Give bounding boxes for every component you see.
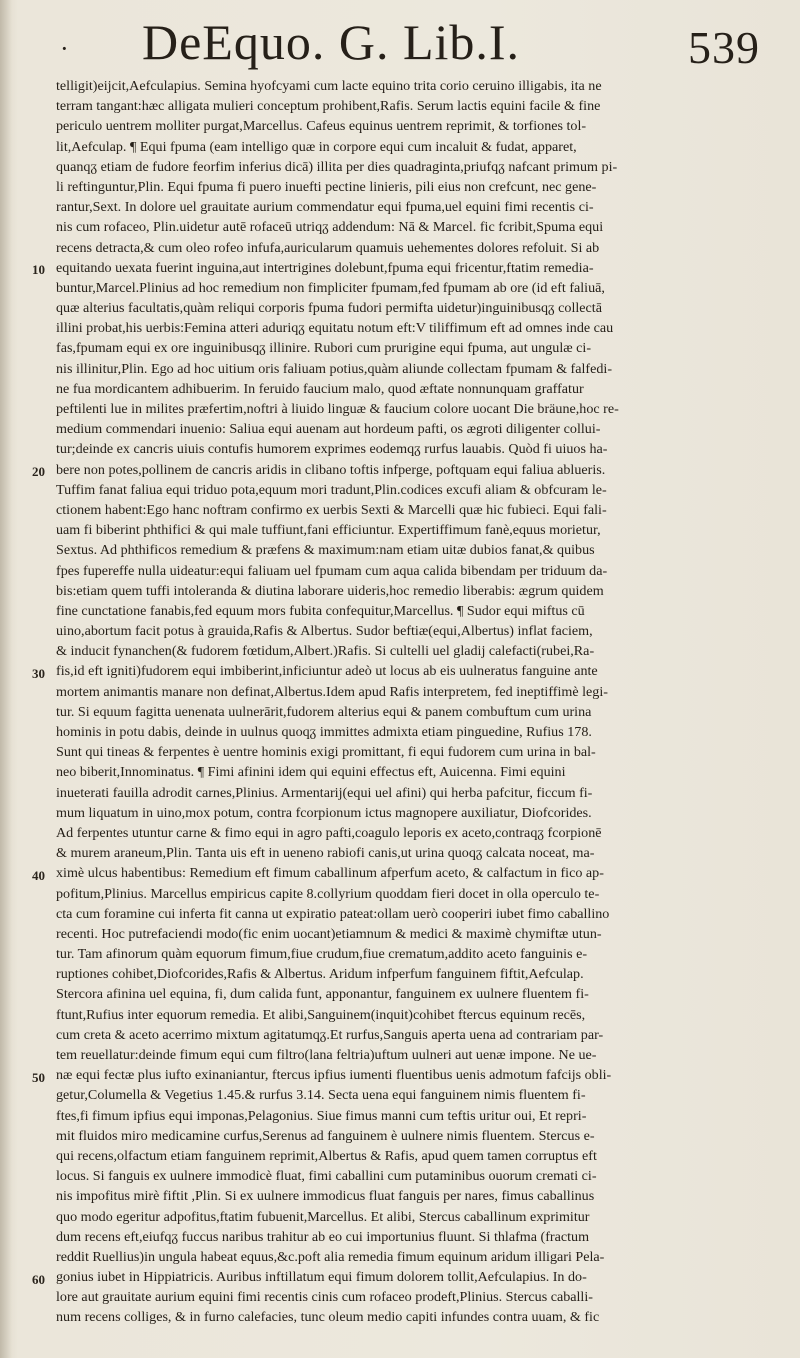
text-line: nis illinitur,Plin. Ego ad hoc uitium oris faliuam potius,quàm aliunde collectam fpumam & falfedi- — [56, 360, 613, 377]
text-line: neo biberit,Innominatus. ¶ Fimi afinini idem qui equini effectus eft, Auicenna. Fimi equini — [56, 764, 566, 781]
text-line: gonius iubet in Hippiatricis. Auribus inftillatum equi fimum dolorem tollit,Aefculapius. In do- — [56, 1269, 587, 1286]
text-line: locus. Si fanguis ex uulnere immodicè fluat, fimi caballini cum putaminibus ouorum cremati ci- — [56, 1168, 597, 1185]
text-line: næ equi fectæ plus iufto exinaniantur, ftercus ipfius iumenti fluentibus uenis admotum fafcijs obli- — [56, 1067, 612, 1084]
text-line: buntur,Marcel.Plinius ad hoc remedium non fimpliciter fpumam,fed fpumam ab ore (id eft faliuā, — [56, 279, 605, 296]
text-line: ctionem habent:Ego hanc noftram confirmo ex uerbis Sexti & Marcelli quæ hic fubieci. Equi fali- — [56, 501, 607, 518]
text-line: ftunt,Rufius inter equorum remedia. Et alibi,Sanguinem(inquit)cohibet ftercus equinum recēs, — [56, 1006, 586, 1023]
text-line: & murem araneum,Plin. Tanta uis eft in ueneno rabiofi canis,ut urina quoqᵹ calcata noceat, ma- — [56, 845, 595, 862]
text-line: dum recens eft,eiufqᵹ fuccus naribus trahitur ab eo cui importunius fluunt. Si thlafma (fractum — [56, 1228, 590, 1245]
text-line: equitando uexata fuerint inguina,aut intertrigines dolebunt,fpuma equi fricentur,ftatim remedia- — [56, 259, 594, 276]
line-number: 30 — [32, 665, 45, 681]
text-line: ftes,fi fimum ipfius equi imponas,Pelagonius. Siue fimus manni cum teftis uritur oui, Et repri- — [56, 1107, 587, 1124]
text-line: bis:etiam quem tuffi intoleranda & diutina laborare uideris,hoc remedio liberabis: ægrum quidem — [56, 582, 604, 599]
line-number: 50 — [32, 1069, 45, 1085]
text-line: nis impofitus mirè fiftit ,Plin. Si ex uulnere immodicus fluat fanguis per nares, fimus caballinus — [56, 1188, 595, 1205]
text-line: medium commendari inuenio: Saliua equi auenam aut hordeum pafti, os ægroti diligenter collui- — [56, 421, 601, 438]
text-line: rantur,Sext. In dolore uel grauitate aurium commendatur equi fpuma,uel equini fimi recentis ci- — [56, 199, 594, 216]
running-head: DeEquo. G. Lib.I. — [142, 14, 521, 70]
text-line: lore aut grauitate aurium equini fimi recentis cinis cum rofaceo prodeft,Plinius. Stercus caballi- — [56, 1289, 593, 1306]
text-line: mum liquatum in uino,mox potum, contra fcorpionum ictus magnopere auxiliatur, Diofcorides. — [56, 804, 592, 821]
text-line: terram tangant:hæc alligata mulieri conceptum prohibent,Rafis. Serum lactis equini facile & fine — [56, 98, 601, 115]
text-line: peftilenti lue in milites præfertim,noftri à liuido linguæ & faucium colore uocant Die bräune,hoc re- — [56, 401, 619, 417]
text-line: mortem animantis manare non definat,Albertus.Idem apud Rafis interpretem, fed ineptiffimè legi- — [56, 683, 608, 700]
text-line: mit fluidos miro medicamine curfus,Serenus ad fanguinem è uulnere nimis fluentem. Stercus e- — [56, 1127, 595, 1144]
text-line: ne fua mordicantem adhibuerim. In feruido faucium malo, quod æftate nonnunquam graffatur — [56, 380, 584, 397]
text-line: recens detracta,& cum oleo rofeo infufa,auricularum quamuis uehementes dolores refoluit. Si ab — [56, 239, 600, 256]
text-line: telligit)eijcit,Aefculapius. Semina hyofcyami cum lacte equino trita corio ceruino illigabis, ita ne — [56, 78, 602, 94]
text-line: Sunt qui tineas & ferpentes è uentre hominis exigi promittant, fi equi fudorem cum urina in bal- — [56, 744, 596, 761]
text-line: cum creta & aceto acerrimo mixtum agitatumqᵹ.Et rurfus,Sanguis aperta uena ad contrariam par- — [56, 1026, 604, 1043]
text-line: qui recens,olfactum etiam fanguinem reprimit,Albertus & Rafis, apud quem tamen corruptus eft — [56, 1147, 597, 1164]
text-line: uino,abortum facit potus à grauida,Rafis & Albertus. Sudor beftiæ(equi,Albertus) inflat faciem, — [56, 623, 593, 640]
text-line: illini probat,his uerbis:Femina atteri aduriqᵹ equitatu notum eft:V tiliffimum eft ad omnes inde cau — [56, 320, 614, 337]
text-line: tur. Tam afinorum quàm equorum fimum,fiue crudum,fiue crematum,addito aceto fanguinis e- — [56, 946, 588, 963]
text-line: periculo uentrem molliter purgat,Marcellus. Cafeus equinus uentrem reprimit, & torfiones tol- — [56, 118, 587, 135]
text-line: ximè ulcus habentibus: Remedium eft fimum caballinum afperfum aceto, & calfactum in fico ap- — [56, 865, 604, 882]
text-line: fpes fupereffe nulla uideatur:equi faliuam uel fpumam cum aqua calida bibendam per triduum da- — [56, 562, 608, 579]
page-header — [60, 14, 760, 73]
text-line: recenti. Hoc putrefaciendi modo(fic enim uocant)etiamnum & medici & maximè chymiftæ utun- — [56, 925, 602, 942]
page-number: 539 — [688, 22, 760, 73]
text-line: Sextus. Ad phthificos remedium & præfens & maximum:nam etiam uitæ dubios fanat,& quibus — [56, 542, 595, 559]
text-line: li reftinguntur,Plin. Equi fpuma fi puero inuefti pectine linieris, pili eius non crefcunt, nec gene- — [56, 178, 597, 195]
line-number: 20 — [32, 463, 45, 479]
text-line: nis cum rofaceo, Plin.uidetur autē rofaceū utriqᵹ addendum: Nā & Marcel. fic fcribit,Spuma equi — [56, 219, 604, 236]
text-line: quæ alterius facultatis,quàm reliqui corporis fpuma fudori permifta uidetur)inguinibusqᵹ collectā — [56, 300, 602, 317]
text-line: num recens colliges, & in furno calefacies, tunc oleum medio capiti infundes contra uuam, & fic — [56, 1309, 600, 1326]
line-number: 60 — [32, 1271, 45, 1287]
text-line: Tuffim fanat faliua equi triduo pota,equum mori tradunt,Plin.codices excufi aliam & obfcuram le- — [56, 481, 607, 498]
text-line: fine cunctatione fanabis,fed equum mors fubita confequitur,Marcellus. ¶ Sudor equi miftus cū — [56, 602, 585, 619]
gutter-shadow — [0, 0, 12, 1358]
text-line: inueterati fauilla adrodit carnes,Plinius. Armentarij(equi uel afini) qui herba pafcitur, ficcum fi- — [56, 784, 593, 801]
text-line: tur;deinde ex cancris uiuis contufis humorem exprimes eodemqᵹ rurfus lauabis. Quòd fi uiuos ha- — [56, 441, 608, 458]
text-line: fas,fpumam equi ex ore inguinibusqᵹ illinire. Rubori cum prurigine equi fpuma, aut ungulæ ci- — [56, 340, 592, 357]
text-line: bere non potes,pollinem de cancris aridis in clibano toftis infperge, poftquam equi faliua ablueris. — [56, 461, 606, 478]
text-line: getur,Columella & Vegetius 1.45.& rurfus 3.14. Secta uena equi fanguinem nimis fluentem fi- — [56, 1087, 586, 1104]
body-text — [56, 76, 774, 1328]
text-line: hominis in potu dabis, deinde in uulnus quoqᵹ immittes admixta etiam pinguedine, Rufius 178. — [56, 724, 592, 740]
line-number: 10 — [32, 261, 45, 277]
text-line: cta cum foramine cui inferta fit canna ut expiratio pateat:ollam uerò cooperiri iubet fimo caballino — [56, 905, 610, 922]
text-line: ruptiones cohibet,Diofcorides,Rafis & Albertus. Aridum infperfum fanguinem fiftit,Aefculap. — [56, 966, 584, 983]
text-line: quanqᵹ etiam de fudore feorfim inferius dicā) illita per dies quadraginta,priufqᵹ nafcant primum pi- — [56, 158, 618, 175]
text-line: tur. Si equum fagitta uenenata uulnerārit,fudorem alterius equi & panem combuftum cum urina — [56, 703, 592, 720]
text-line: tem reuellatur:deinde fimum equi cum filtro(lana feltria)uftum uulneri aut uenæ impone. Ne ue- — [56, 1047, 597, 1063]
text-line: Stercora afinina uel equina, fi, dum calida funt, apponantur, fanguinem ex uulnere fluentem fi- — [56, 986, 589, 1003]
text-line: reddit Ruellius)in ungula habeat equus,&c.poft alia remedia fimum equinum aridum illigari Pela- — [56, 1248, 605, 1265]
text-line: lit,Aefculap. ¶ Equi fpuma (eam intelligo quæ in corpore equi cum incaluit & fudat, apparet, — [56, 138, 577, 155]
line-number: 40 — [32, 867, 45, 883]
text-line: & inducit fynanchen(& fudorem fœtidum,Albert.)Rafis. Si cultelli uel gladij calefacti(rubei,Ra- — [56, 643, 595, 660]
header-mark: · — [60, 34, 69, 63]
text-line: quo modo egeritur adpofitus,ftatim fubuenit,Marcellus. Et alibi, Stercus caballinum exprimitur — [56, 1208, 590, 1225]
text-line: pofitum,Plinius. Marcellus empiricus capite 8.collyrium quoddam fieri docet in olla operculo te- — [56, 885, 600, 902]
text-line: Ad ferpentes utuntur carne & fimo equi in agro pafti,coagulo leporis ex aceto,contraqᵹ fcorpionē — [56, 824, 602, 841]
text-line: uam fi biberint phthifici & qui male tuffiunt,fani efficiuntur. Expertiffimum fanè,equus morietur, — [56, 522, 601, 539]
text-line: fis,id eft igniti)fudorem equi imbiberint,inficiuntur adeò ut locus ab eis uulneratus fanguine ante — [56, 663, 598, 680]
